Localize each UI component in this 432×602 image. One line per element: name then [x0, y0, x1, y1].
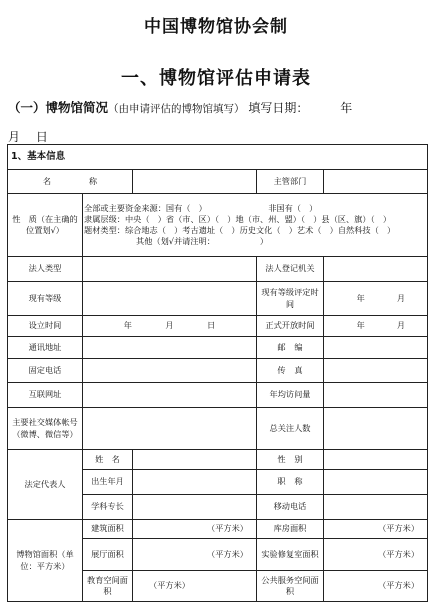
founded-label: 设立时间 [8, 316, 83, 337]
website-field[interactable] [83, 383, 257, 408]
rep-gender-field[interactable] [324, 450, 428, 470]
name-field[interactable] [133, 170, 257, 194]
fill-month-label: 月 [8, 130, 21, 144]
rep-name-label: 姓 名 [83, 450, 133, 470]
authority-label: 主管部门 [257, 170, 324, 194]
rep-gender-label: 性 别 [257, 450, 324, 470]
nature-field[interactable] [83, 194, 428, 257]
legal-type-field[interactable] [83, 257, 257, 282]
area-label: 博物馆面积（单位：平方米） [8, 520, 83, 602]
area-lab-field[interactable]: （平方米） [324, 539, 428, 571]
legal-reg-field[interactable] [324, 257, 428, 282]
section-note: （由申请评估的博物馆填写） [108, 103, 245, 115]
area-build-label: 建筑面积 [83, 520, 133, 539]
organization-title: 中国博物馆协会制 [144, 17, 288, 37]
current-level-field[interactable] [83, 282, 257, 316]
rep-major-label: 学科专长 [83, 495, 133, 520]
basic-info-heading: 1、基本信息 [8, 145, 428, 170]
annual-visits-label: 年均访问量 [257, 383, 324, 408]
rep-name-field[interactable] [133, 450, 257, 470]
nature-theme: 题材类型：综合地志（ ）考古遗址（ ）历史文化（ ）艺术（ ）自然科技（ ） [84, 225, 396, 235]
area-edu-field[interactable]: （平方米） [133, 571, 257, 602]
opened-label: 正式开放时间 [257, 316, 324, 337]
rep-major-field[interactable] [133, 495, 257, 520]
fill-day-label: 日 [35, 130, 48, 144]
application-table [7, 144, 428, 602]
form-title: 一、博物馆评估申请表 [121, 68, 311, 89]
rep-title-label: 职 称 [257, 470, 324, 495]
nature-label: 性 质（在主确的位置划√） [8, 194, 83, 257]
rep-title-field[interactable] [324, 470, 428, 495]
address-label: 通讯地址 [8, 337, 83, 359]
legal-type-label: 法人类型 [8, 257, 83, 282]
current-level-label: 现有等级 [8, 282, 83, 316]
area-lab-label: 实验修复室面积 [257, 539, 324, 571]
followers-field[interactable] [324, 408, 428, 450]
rep-birth-field[interactable] [133, 470, 257, 495]
opened-field[interactable]: 年 月 [324, 316, 428, 337]
intro-line [8, 94, 428, 151]
level-time-field[interactable]: 年 月 [324, 282, 428, 316]
legal-reg-label: 法人登记机关 [257, 257, 324, 282]
nature-other: 其他（划√并请注明： ） [136, 236, 269, 247]
phone-label: 固定电话 [8, 359, 83, 383]
authority-field[interactable] [324, 170, 428, 194]
area-edu-label: 教育空间面积 [83, 571, 133, 602]
social-media-field[interactable] [83, 408, 257, 450]
rep-mobile-field[interactable] [324, 495, 428, 520]
followers-label: 总关注人数 [257, 408, 324, 450]
phone-field[interactable] [83, 359, 257, 383]
area-storage-label: 库房面积 [257, 520, 324, 539]
legal-rep-label: 法定代表人 [8, 450, 83, 520]
nature-level: 隶属层级：中央（ ）省（市、区）（ ）地（市、州、盟）（ ）县（区、旗）（ ） [84, 213, 392, 224]
area-storage-field[interactable]: （平方米） [324, 520, 428, 539]
fax-field[interactable] [324, 359, 428, 383]
social-media-label: 主要社交媒体帐号（微博、微信等） [8, 408, 83, 450]
area-exhibit-field[interactable]: （平方米） [133, 539, 257, 571]
name-label: 名 称 [8, 170, 133, 194]
area-exhibit-label: 展厅面积 [83, 539, 133, 571]
level-time-label: 现有等级评定时间 [257, 282, 324, 316]
postcode-label: 邮 编 [257, 337, 324, 359]
fill-date-label: 填写日期： [248, 101, 309, 115]
postcode-field[interactable] [324, 337, 428, 359]
rep-mobile-label: 移动电话 [257, 495, 324, 520]
founded-field[interactable]: 年 月 日 [83, 316, 257, 337]
section-heading: （一）博物馆简况 [8, 100, 109, 115]
area-build-field[interactable]: （平方米） [133, 520, 257, 539]
rep-birth-label: 出生年月 [83, 470, 133, 495]
fax-label: 传 真 [257, 359, 324, 383]
annual-visits-field[interactable] [324, 383, 428, 408]
area-public-field[interactable]: （平方米） [324, 571, 428, 602]
website-label: 互联网址 [8, 383, 83, 408]
fill-year-label: 年 [340, 101, 353, 115]
area-public-label: 公共服务空间面积 [257, 571, 324, 602]
address-field[interactable] [83, 337, 257, 359]
nature-funding: 全部或主要资金来源：国有（ ） 非国有（ ） [84, 202, 318, 213]
